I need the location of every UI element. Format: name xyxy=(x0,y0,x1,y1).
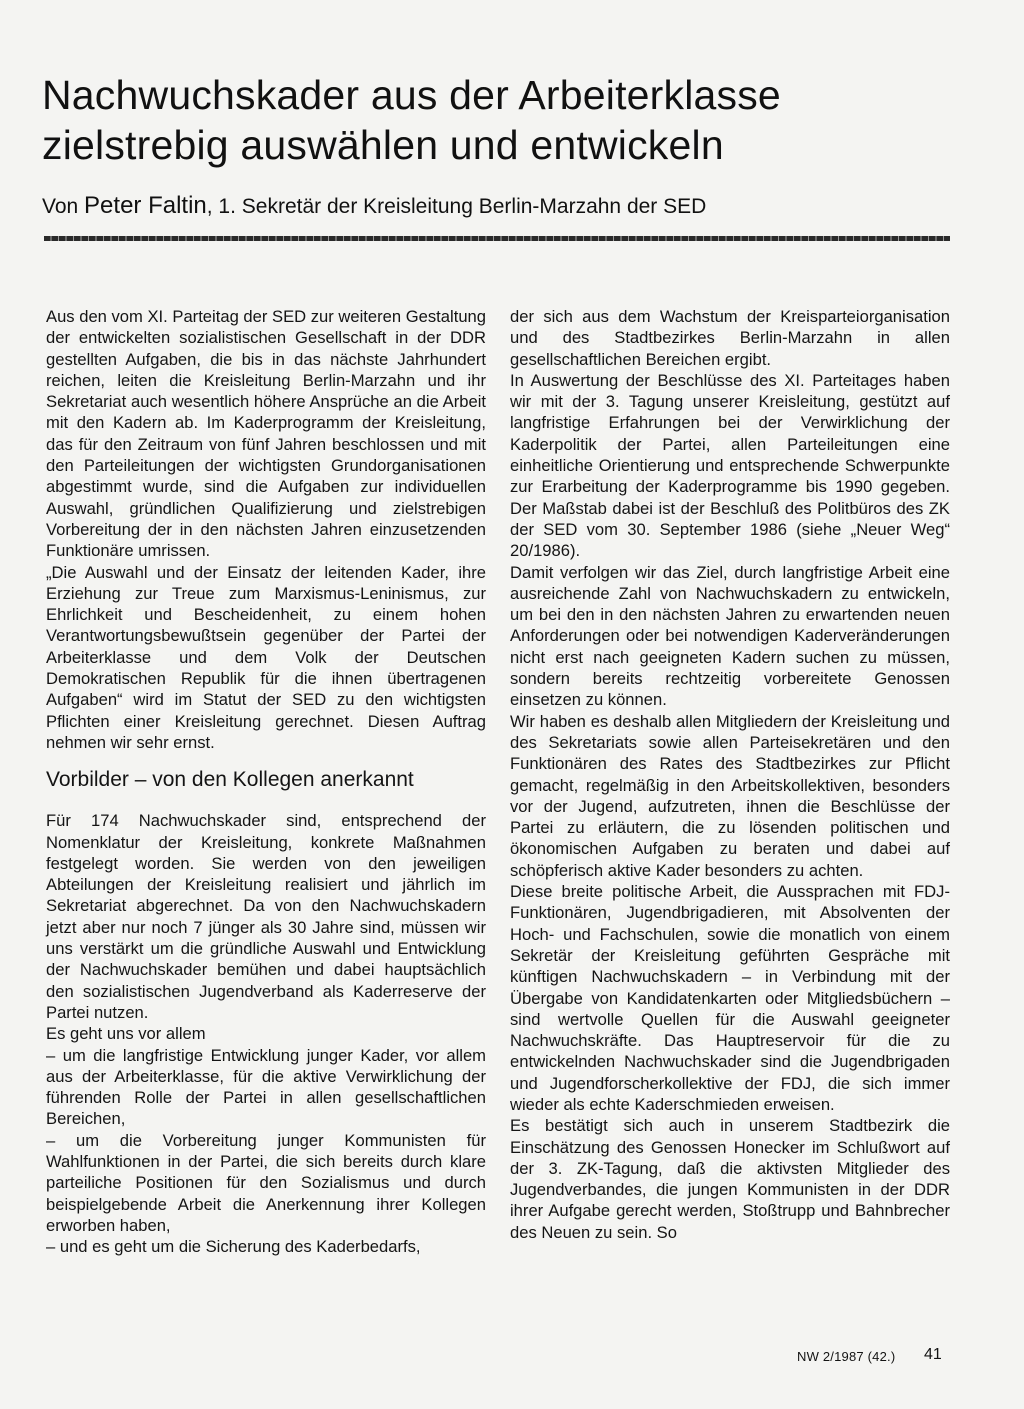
header-rule xyxy=(44,236,950,241)
paragraph: der sich aus dem Wachstum der Kreisparteiorganisation und des Stadtbezirkes Berlin-Marzahn in allen gesellschaftlichen Bereichen ergibt. xyxy=(510,307,950,369)
byline-prefix: Von xyxy=(42,195,85,218)
author-name: Peter Faltin xyxy=(84,192,207,219)
right-column xyxy=(510,306,950,1243)
paragraph: Wir haben es deshalb allen Mitgliedern der Kreisleitung und des Sekretariats sowie allen Parteisekretären und den Funktionären des Rates des Stadtbezirkes zur Pflicht gemacht, regelmäßig in den Arbeitskollektiven, besonders vor der Jugend, aufzutreten, ihnen die Beschlüsse der Partei zu erläutern, die zu lösenden politischen und ökonomischen Aufgaben zu beraten und dabei auf schöpferisch aktive Kader besonders zu achten. xyxy=(510,711,950,880)
title-line-2: zielstrebig auswählen und entwickeln xyxy=(42,122,724,168)
paragraph: „Die Auswahl und der Einsatz der leitenden Kader, ihre Erziehung zur Treue zum Marxismus-Leninismus, zur Ehrlichkeit und Bescheidenheit, zu einem hohen Verantwortungsbewußtsein gegenüber der Partei der Arbeiterklasse und dem Volk der Deutschen Demokratischen Republik für die ihnen übertragenen Aufgaben“ wird im Statut der SED zu den wichtigsten Pflichten einer Kreisleitung gerechnet. Diesen Auftrag nehmen wir sehr ernst. xyxy=(46,562,486,752)
author-role: , 1. Sekretär der Kreisleitung Berlin-Marzahn der SED xyxy=(206,195,707,218)
paragraph: Diese breite politische Arbeit, die Aussprachen mit FDJ-Funktionären, Jugendbrigadieren, mit Absolventen der Hoch- und Fachschulen, sowie die monatlich von einem Sekretär der Kreisleitung geführten Gespräche mit künftigen Nachwuchskadern – in Verbindung mit der Übergabe von Kandidatenkarten oder Mitgliedsbüchern – sind wertvolle Quellen für die Auswahl geeigneter Nachwuchskräfte. Das Hauptreservoir für die zu entwickelnden Nachwuchskader sind die Jugendbrigaden und Jugendforscherkollektive der FDJ, die sich immer wieder als echte Kaderschmieden erweisen. xyxy=(510,882,950,1114)
paragraph: Aus den vom XI. Parteitag der SED zur weiteren Gestaltung der entwickelten sozialistischen Gesellschaft in der DDR gestellten Aufgaben, die bis in das nächste Jahrhundert reichen, leiten die Kreisleitung Berlin-Marzahn und ihr Sekretariat auch wesentlich höhere Ansprüche an die Arbeit mit den Kadern ab. Im Kaderprogramm der Kreisleitung, das für den Zeitraum von fünf Jahren beschlossen und mit den Parteileitungen der wichtigsten Grundorganisationen abgestimmt wurde, sind die Aufgaben zur individuellen Auswahl, gründlichen Qualifizierung und zielstrebigen Vorbereitung der in den nächsten Jahren einzusetzenden Funktionäre umrissen. xyxy=(46,307,486,561)
byline xyxy=(42,192,972,221)
list-item: – um die Vorbereitung junger Kommunisten für Wahlfunktionen in der Partei, die sich bereits durch klare parteiliche Positionen für den Sozialismus und durch beispielgebende Arbeit die Anerkennung ihrer Kollegen erworben haben, xyxy=(46,1130,486,1235)
list-item: – um die langfristige Entwicklung junger Kader, vor allem aus der Arbeiterklasse, für die aktive Verwirklichung der führenden Rolle der Partei in allen gesellschaftlichen Bereichen, xyxy=(46,1045,486,1129)
title-line-1: Nachwuchskader aus der Arbeiterklasse xyxy=(42,72,781,118)
paragraph: Es bestätigt sich auch in unserem Stadtbezirk die Einschätzung des Genossen Honecker im Schlußwort auf der 3. ZK-Tagung, daß die aktivsten Mitglieder des Jugendverbandes, die jungen Kommunisten in der DDR ihrer Aufgabe gerecht werden, Stoßtrupp und Bahnbrecher des Neuen zu sein. So xyxy=(510,1116,950,1242)
section-heading: Vorbilder – von den Kollegen anerkannt xyxy=(46,768,414,792)
paragraph: In Auswertung der Beschlüsse des XI. Parteitages haben wir mit der 3. Tagung unserer Kreisleitung, gestützt auf langfristige Erfahrungen bei der Verwirklichung der Kaderpolitik der Partei, allen Parteileitungen eine einheitliche Orientierung und entsprechende Schwerpunkte zur Erarbeitung der Kaderprogramme bis 1990 gegeben. Der Maßstab dabei ist der Beschluß des Politbüros des ZK der SED vom 30. September 1986 (siehe „Neuer Weg“ 20/1986). xyxy=(510,370,950,561)
paragraph: Für 174 Nachwuchskader sind, entsprechend der Nomenklatur der Kreisleitung, konkrete Maßnahmen festgelegt worden. Sie werden von den jeweiligen Abteilungen der Kreisleitung realisiert und jährlich im Sekretariat abgerechnet. Da von den Nachwuchskadern jetzt aber nur noch 7 jünger als 30 Jahre sind, müssen wir uns verstärkt um die gründliche Auswahl und Entwicklung der Nachwuchskader bemühen und dabei hauptsächlich den sozialistischen Jugendverband als Kaderreserve der Partei nutzen. xyxy=(46,811,486,1022)
paragraph: Damit verfolgen wir das Ziel, durch langfristige Arbeit eine ausreichende Zahl von Nachwuchskadern zu entwickeln, um bei den in den nächsten Jahren zu erwartenden neuen Anforderungen oder bei notwendigen Kaderveränderungen nicht erst nach geeigneten Kadern suchen zu müssen, sondern bereits rechtzeitig vorbereitete Genossen einsetzen zu können. xyxy=(510,562,950,710)
left-column xyxy=(46,306,486,1257)
page-number: 41 xyxy=(924,1346,942,1363)
list-item: – und es geht um die Sicherung des Kaderbedarfs, xyxy=(46,1237,421,1257)
list-intro: Es geht uns vor allem xyxy=(46,1024,206,1044)
issue-reference: NW 2/1987 (42.) xyxy=(797,1349,896,1364)
article-title xyxy=(42,70,972,170)
